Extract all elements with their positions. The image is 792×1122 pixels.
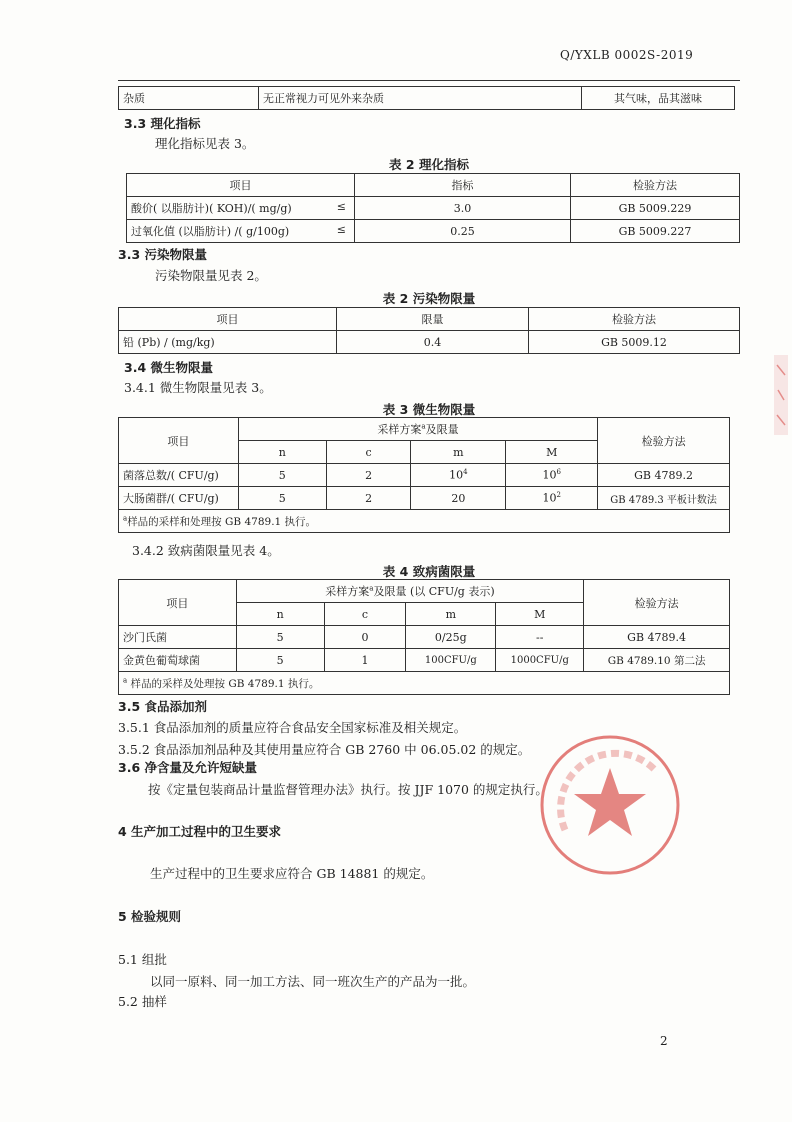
patho-sub-c: c — [324, 603, 406, 626]
row-n: 5 — [236, 626, 324, 649]
row-value: 3.0 — [355, 197, 571, 220]
micro-sub-c: c — [326, 441, 411, 464]
impurity-req: 无正常视力可见外来杂质 — [259, 87, 582, 110]
row-item: 菌落总数/( CFU/g) — [119, 464, 239, 487]
standard-code: Q/YXLB 0002S-2019 — [560, 48, 694, 62]
row-n: 5 — [238, 464, 326, 487]
row-item: 过氧化值 (以脂肪计) /( g/100g) — [131, 225, 290, 238]
row-m: 20 — [411, 487, 506, 510]
table-row — [119, 487, 730, 510]
table-patho-caption: 表 4 致病菌限量 — [382, 564, 476, 579]
section-4-heading: 4 生产加工过程中的卫生要求 — [118, 824, 282, 839]
sensory-table-tail — [118, 86, 735, 110]
row-m: 0/25g — [406, 626, 496, 649]
row-n: 5 — [236, 649, 324, 672]
microbe-table — [118, 417, 730, 533]
row-n: 5 — [238, 487, 326, 510]
row-M: $10^6$ — [506, 464, 598, 487]
patho-sub-M: M — [496, 603, 584, 626]
row-method: GB 4789.3 平板计数法 — [598, 487, 730, 510]
micro-sub-m: m — [411, 441, 506, 464]
row-method: GB 5009.229 — [571, 197, 740, 220]
section-3-6-heading: 3.6 净含量及允许短缺量 — [118, 760, 257, 775]
row-item: 铅 (Pb) / (mg/kg) — [119, 331, 337, 354]
table-row — [127, 197, 740, 220]
contaminant-table — [118, 307, 740, 354]
micro-sub-M: M — [506, 441, 598, 464]
section-5-1-text: 以同一原料、同一加工方法、同一班次生产的产品为一批。 — [150, 974, 476, 989]
row-method: GB 5009.227 — [571, 220, 740, 243]
section-contam-heading: 3.3 污染物限量 — [118, 247, 207, 262]
row-item: 大肠菌群/( CFU/g) — [119, 487, 239, 510]
patho-note: $^a$ 样品的采样及处理按 GB 4789.1 执行。 — [119, 672, 730, 695]
contam-header-item: 项目 — [119, 308, 337, 331]
row-c: 2 — [326, 487, 411, 510]
section-5-2-heading: 5.2 抽样 — [118, 994, 167, 1009]
row-op: ≤ — [336, 200, 346, 213]
physchem-header-method: 检验方法 — [571, 174, 740, 197]
section-contam-intro: 污染物限量见表 2。 — [155, 268, 267, 283]
row-method: GB 4789.2 — [598, 464, 730, 487]
row-M: 1000CFU/g — [496, 649, 584, 672]
patho-sub-m: m — [406, 603, 496, 626]
physchem-header-index: 指标 — [355, 174, 571, 197]
patho-header-plan: 采样方案$^a$及限量 (以 CFU/g 表示) — [236, 580, 583, 603]
impurity-item: 杂质 — [119, 87, 259, 110]
page-number: 2 — [660, 1034, 668, 1048]
section-5-heading: 5 检验规则 — [118, 909, 182, 924]
table-row — [127, 220, 740, 243]
section-5-1-heading: 5.1 组批 — [118, 952, 167, 967]
row-m: $10^4$ — [411, 464, 506, 487]
row-value: 0.25 — [355, 220, 571, 243]
section-3-3-heading: 3.3 理化指标 — [124, 116, 201, 131]
contam-header-method: 检验方法 — [529, 308, 740, 331]
section-3-3-intro: 理化指标见表 3。 — [155, 136, 255, 151]
header-rule — [118, 80, 740, 81]
table-row — [119, 464, 730, 487]
micro-header-method: 检验方法 — [598, 418, 730, 464]
section-3-4-1-intro: 3.4.1 微生物限量见表 3。 — [124, 380, 272, 395]
row-c: 1 — [324, 649, 406, 672]
row-item: 沙门氏菌 — [119, 626, 237, 649]
pathogen-table — [118, 579, 730, 695]
section-3-5-heading: 3.5 食品添加剂 — [118, 699, 207, 714]
row-M: $10^2$ — [506, 487, 598, 510]
section-3-5-1: 3.5.1 食品添加剂的质量应符合食品安全国家标准及相关规定。 — [118, 720, 467, 735]
red-seal-icon — [535, 730, 685, 880]
physchem-header-item: 项目 — [127, 174, 355, 197]
table-row — [119, 626, 730, 649]
row-item: 金黄色葡萄球菌 — [119, 649, 237, 672]
row-c: 2 — [326, 464, 411, 487]
row-op: ≤ — [336, 223, 346, 236]
section-3-6-text: 按《定量包装商品计量监督管理办法》执行。按 JJF 1070 的规定执行。 — [148, 782, 548, 797]
row-method: GB 5009.12 — [529, 331, 740, 354]
table-contam-caption: 表 2 污染物限量 — [382, 291, 476, 306]
patho-sub-n: n — [236, 603, 324, 626]
contam-header-limit: 限量 — [337, 308, 529, 331]
table-micro-caption: 表 3 微生物限量 — [382, 402, 476, 417]
section-3-5-2: 3.5.2 食品添加剂品种及其使用量应符合 GB 2760 中 06.05.02 的规定。 — [118, 742, 531, 757]
section-3-4-heading: 3.4 微生物限量 — [124, 360, 213, 375]
table-row — [119, 649, 730, 672]
section-3-4-2-intro: 3.4.2 致病菌限量见表 4。 — [132, 543, 280, 558]
row-method: GB 4789.10 第二法 — [584, 649, 730, 672]
seal-fragment-icon — [772, 355, 790, 435]
section-4-text: 生产过程中的卫生要求应符合 GB 14881 的规定。 — [150, 866, 434, 881]
patho-header-method: 检验方法 — [584, 580, 730, 626]
micro-sub-n: n — [238, 441, 326, 464]
patho-header-item: 项目 — [119, 580, 237, 626]
impurity-method: 其气味，品其滋味 — [582, 87, 735, 110]
row-M: -- — [496, 626, 584, 649]
table-row — [119, 331, 740, 354]
row-value: 0.4 — [337, 331, 529, 354]
table-physchem-caption: 表 2 理化指标 — [389, 157, 469, 172]
row-m: 100CFU/g — [406, 649, 496, 672]
physchem-table — [126, 173, 740, 243]
micro-header-item: 项目 — [119, 418, 239, 464]
row-item: 酸价( 以脂肪计)( KOH)/( mg/g) — [131, 202, 292, 215]
micro-header-plan: 采样方案$^a$及限量 — [238, 418, 597, 441]
micro-note: $^a$样品的采样和处理按 GB 4789.1 执行。 — [119, 510, 730, 533]
row-method: GB 4789.4 — [584, 626, 730, 649]
row-c: 0 — [324, 626, 406, 649]
